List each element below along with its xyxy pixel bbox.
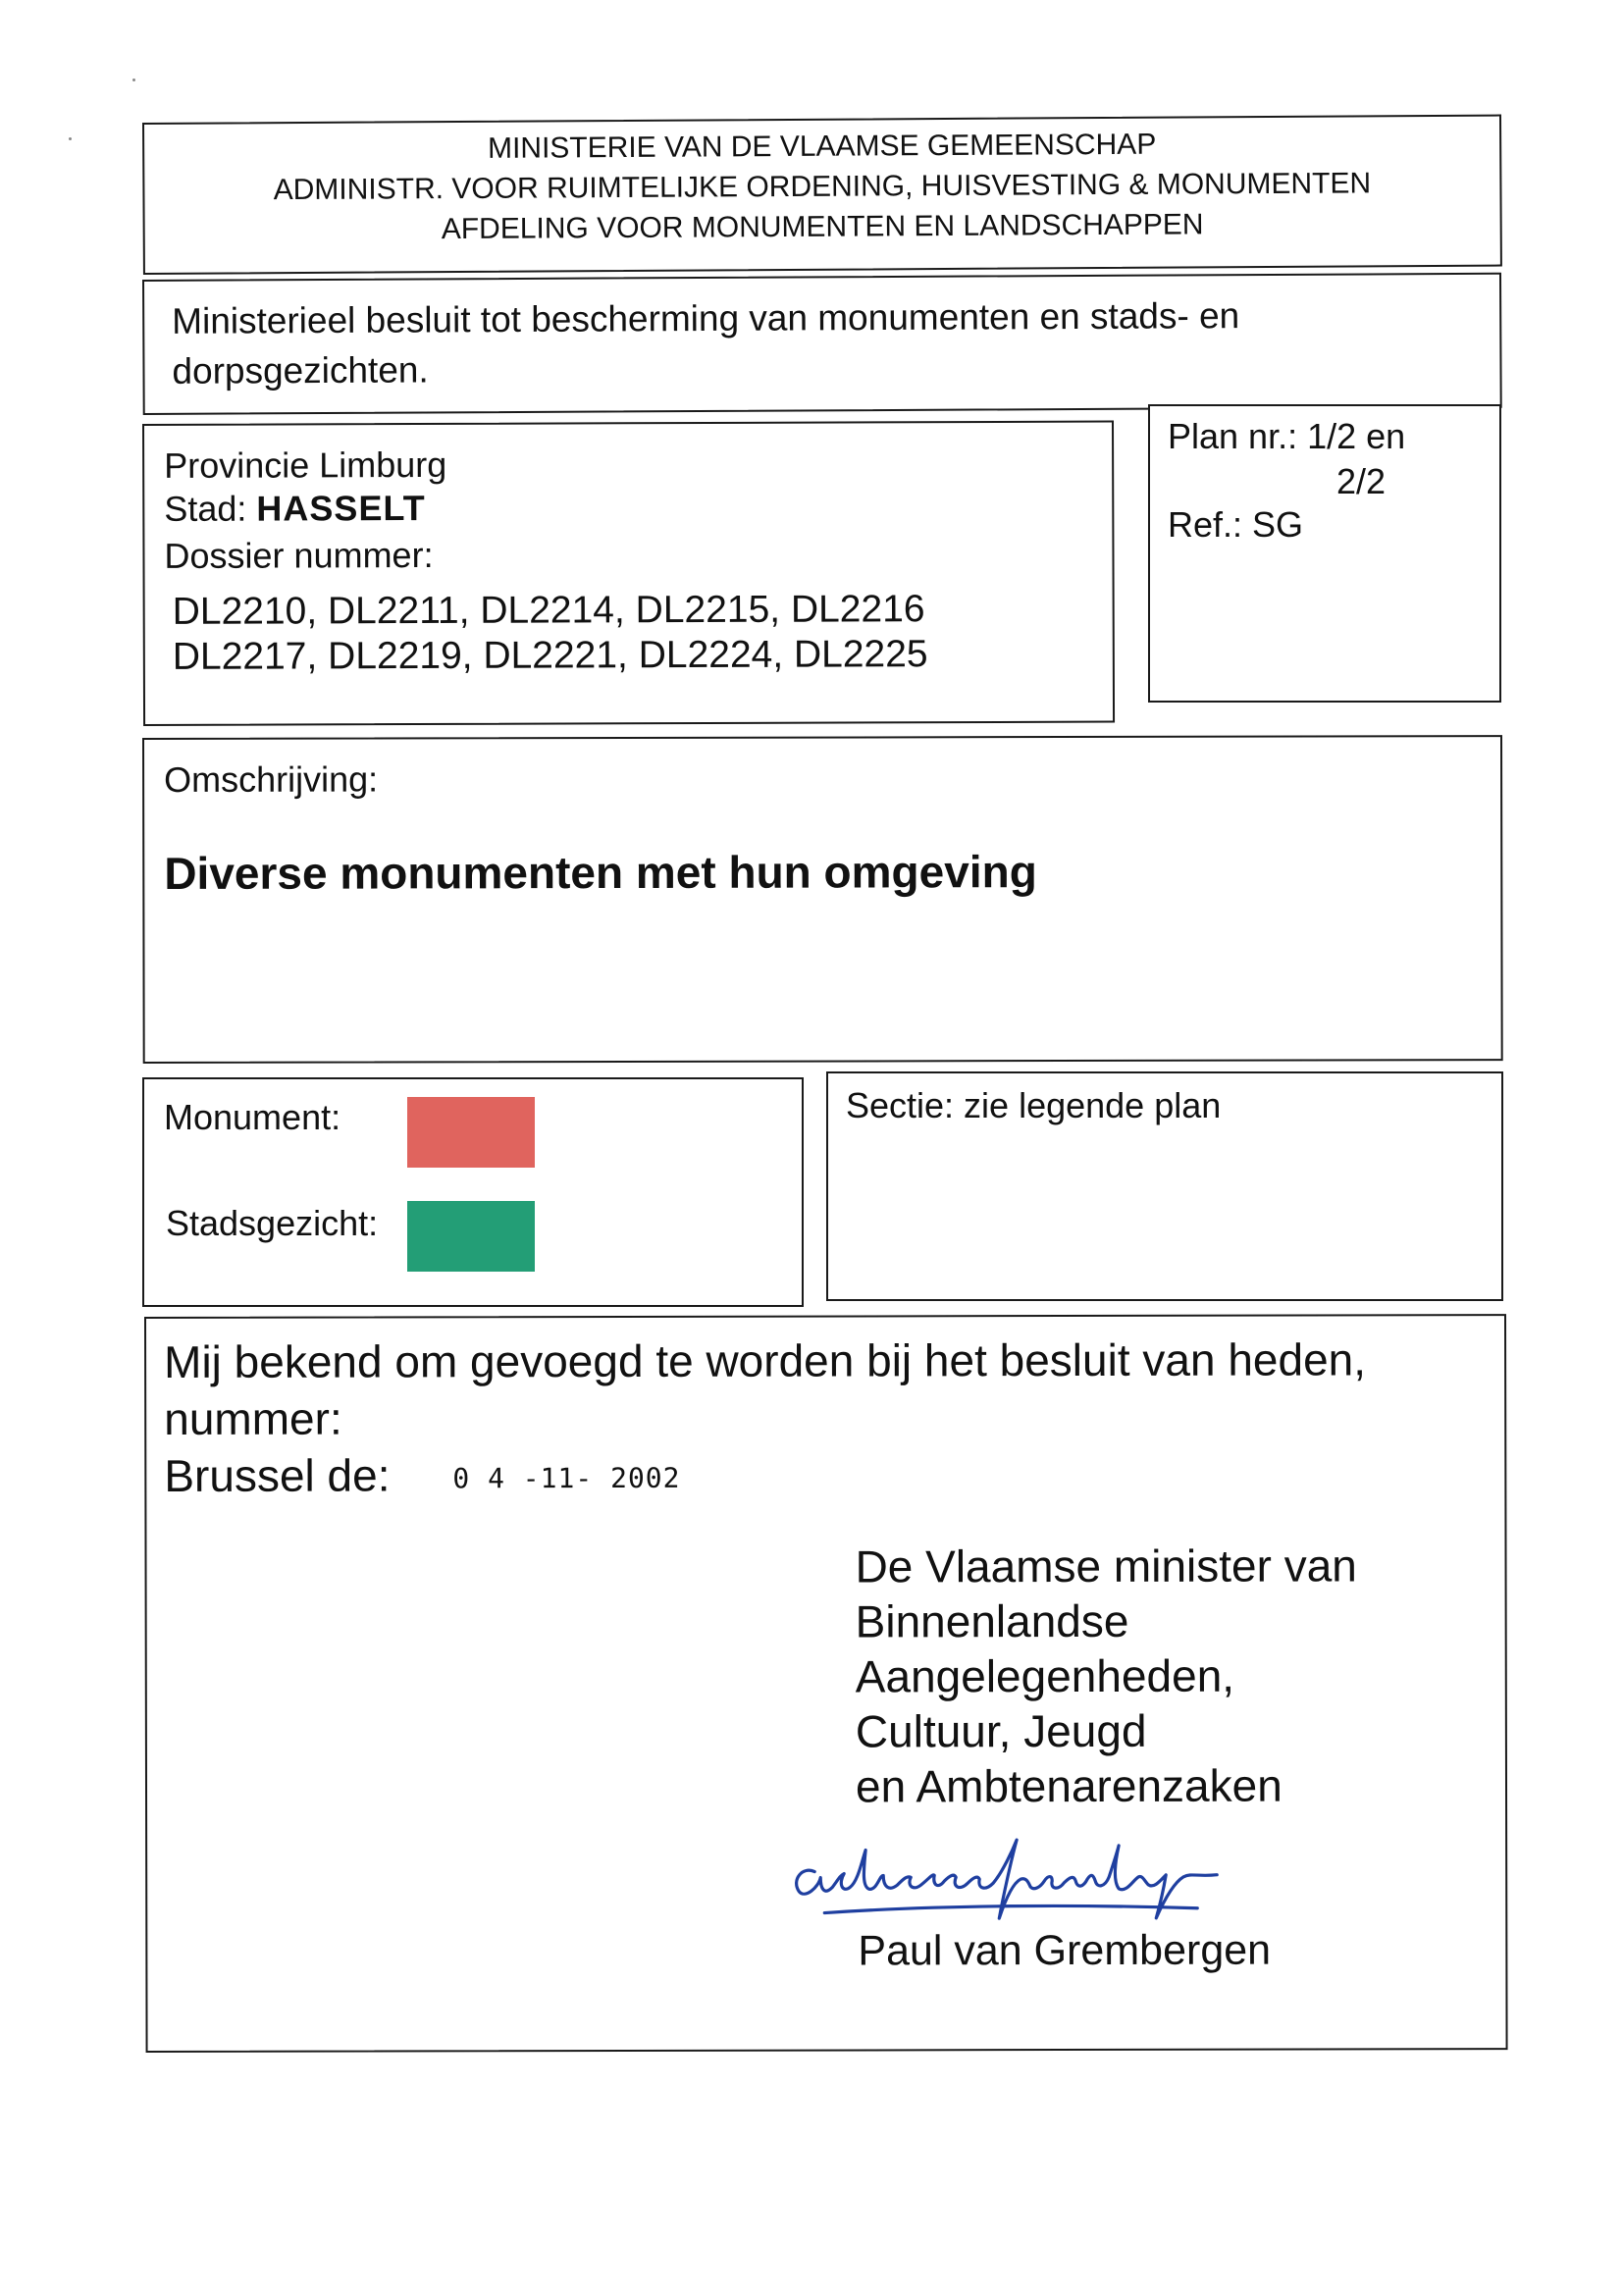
date-stamp: 0 4 -11- 2002 [452,1461,681,1495]
header-line-administration: ADMINISTR. VOOR RUIMTELIJKE ORDENING, HUISVESTING & MONUMENTEN [273,167,1372,207]
decision-title-line1: Ministerieel besluit tot bescherming van monumenten en stads- en [172,295,1240,341]
legend-box [142,1077,804,1307]
legend-cityscape-label: Stadsgezicht: [166,1203,379,1243]
city-label: Stad: [164,488,247,529]
place-label: Brussel de: [164,1449,391,1501]
approval-statement-line2: nummer: [164,1392,342,1444]
approval-statement-line1: Mij bekend om gevoegd te worden bij het besluit van heden, [164,1333,1367,1387]
section-text: Sectie: zie legende plan [846,1085,1222,1125]
description-value: Diverse monumenten met hun omgeving [164,846,1037,899]
minister-title-line1: De Vlaamse minister van [855,1539,1357,1592]
dossier-label: Dossier nummer: [164,534,434,576]
approval-box [144,1314,1508,2053]
description-label: Omschrijving: [164,758,379,800]
header-line-department: AFDELING VOOR MONUMENTEN EN LANDSCHAPPEN [441,208,1204,246]
city-name: HASSELT [256,487,426,529]
minister-title-line4: Cultuur, Jeugd [855,1704,1147,1757]
minister-title-line5: en Ambtenarenzaken [855,1759,1283,1812]
plan-number-cont: 2/2 [1336,461,1387,501]
plan-number: Plan nr.: 1/2 en [1168,416,1406,456]
plan-box [1148,404,1501,703]
description-box [142,735,1503,1064]
decision-title-line2: dorpsgezichten. [172,349,429,391]
section-box [826,1071,1503,1301]
legend-monument-label: Monument: [164,1097,341,1137]
decision-title-box [142,273,1502,415]
plan-reference: Ref.: SG [1168,504,1304,545]
handwritten-signature [785,1831,1403,1930]
scan-speck [69,137,72,140]
legend-monument-swatch [407,1097,535,1168]
minister-title-line3: Aangelegenheden, [855,1649,1235,1702]
ministry-header [142,115,1502,275]
legend-cityscape-swatch [407,1201,535,1272]
minister-title-line2: Binnenlandse [855,1594,1129,1647]
scan-speck [132,78,135,81]
location-box [142,421,1115,726]
province: Provincie Limburg [164,444,447,486]
city-line [164,488,426,529]
signatory-name: Paul van Grembergen [858,1926,1272,1975]
header-line-ministry: MINISTERIE VAN DE VLAAMSE GEMEENSCHAP [487,128,1157,165]
dossier-numbers-line1: DL2210, DL2211, DL2214, DL2215, DL2216 [172,588,925,633]
dossier-numbers-line2: DL2217, DL2219, DL2221, DL2224, DL2225 [172,633,928,678]
